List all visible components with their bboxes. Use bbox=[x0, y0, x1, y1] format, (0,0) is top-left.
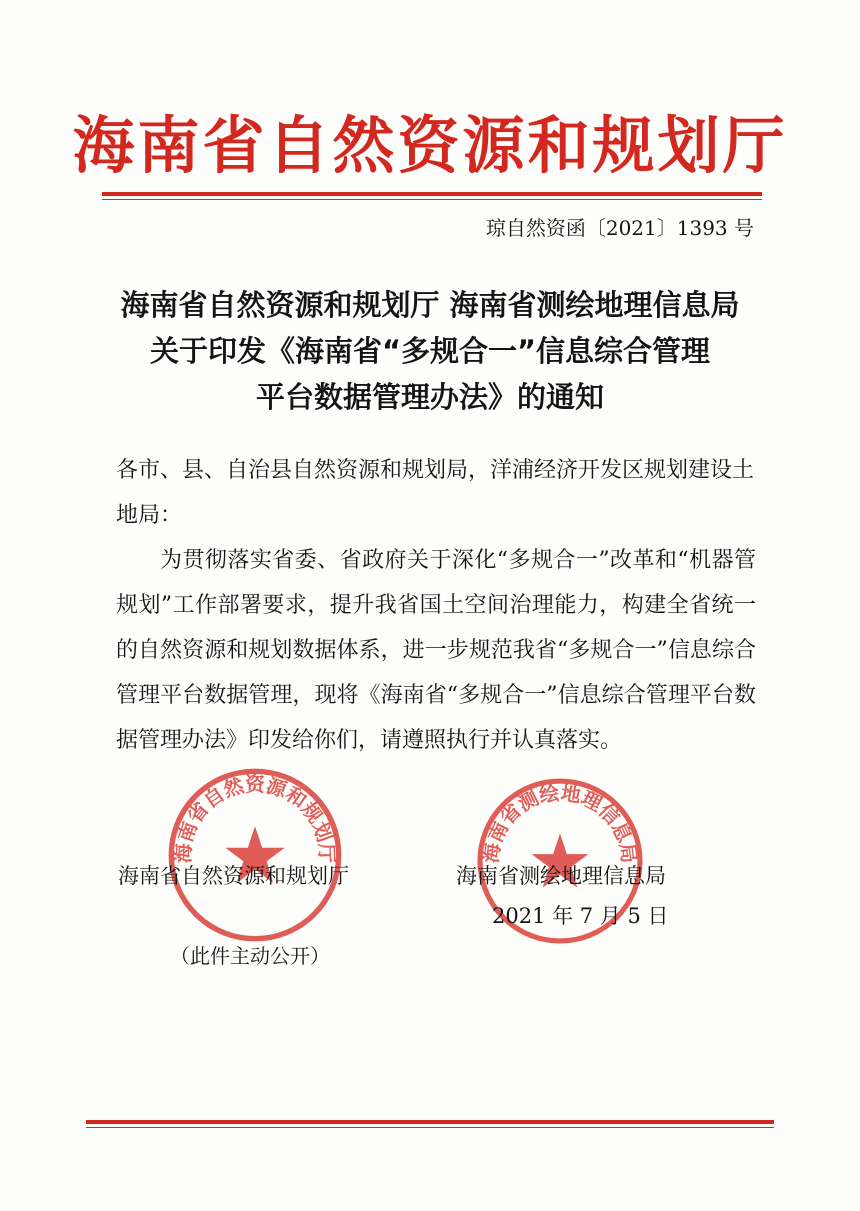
disclosure-note: （此件主动公开） bbox=[170, 944, 330, 968]
title-line-2: 关于印发《海南省“多规合一”信息综合管理 bbox=[149, 334, 711, 368]
sender-right: 海南省测绘地理信息局 bbox=[456, 864, 666, 888]
masthead-title: 海南省自然资源和规划厅 bbox=[72, 109, 788, 182]
seal-left-stamp bbox=[165, 765, 345, 945]
seal-right-text: 海南省测绘地理信息局 bbox=[479, 781, 641, 865]
footer-rule-thin bbox=[86, 1127, 774, 1128]
footer-rule-thick bbox=[86, 1120, 774, 1124]
title-line-1: 海南省自然资源和规划厅 海南省测绘地理信息局 bbox=[120, 288, 740, 322]
issue-date: 2021 年 7 月 5 日 bbox=[492, 904, 669, 928]
recipients: 各市、县、自治县自然资源和规划局，洋浦经济开发区规划建设土地局： bbox=[116, 458, 755, 528]
document-number: 琼自然资函〔2021〕1393 号 bbox=[485, 216, 754, 240]
masthead-rule-thin bbox=[102, 199, 762, 200]
seal-left-text: 海南省自然资源和规划厅 bbox=[171, 773, 339, 864]
masthead-rule-thick bbox=[102, 192, 762, 196]
document-title bbox=[60, 282, 800, 420]
body-paragraph: 为贯彻落实省委、省政府关于深化“多规合一”改革和“机器管规划”工作部署要求，提升我省国土空间治理能力，构建全省统一的自然资源和规划数据体系，进一步规范我省“多规合一”信息综合管理平台数据管理，现将《海南省“多规合一”信息综合管理平台数据管理办法》印发给你们，请遵照执行并认真落实。 bbox=[116, 548, 756, 753]
sender-left: 海南省自然资源和规划厅 bbox=[118, 864, 349, 888]
title-line-3: 平台数据管理办法》的通知 bbox=[255, 380, 604, 414]
